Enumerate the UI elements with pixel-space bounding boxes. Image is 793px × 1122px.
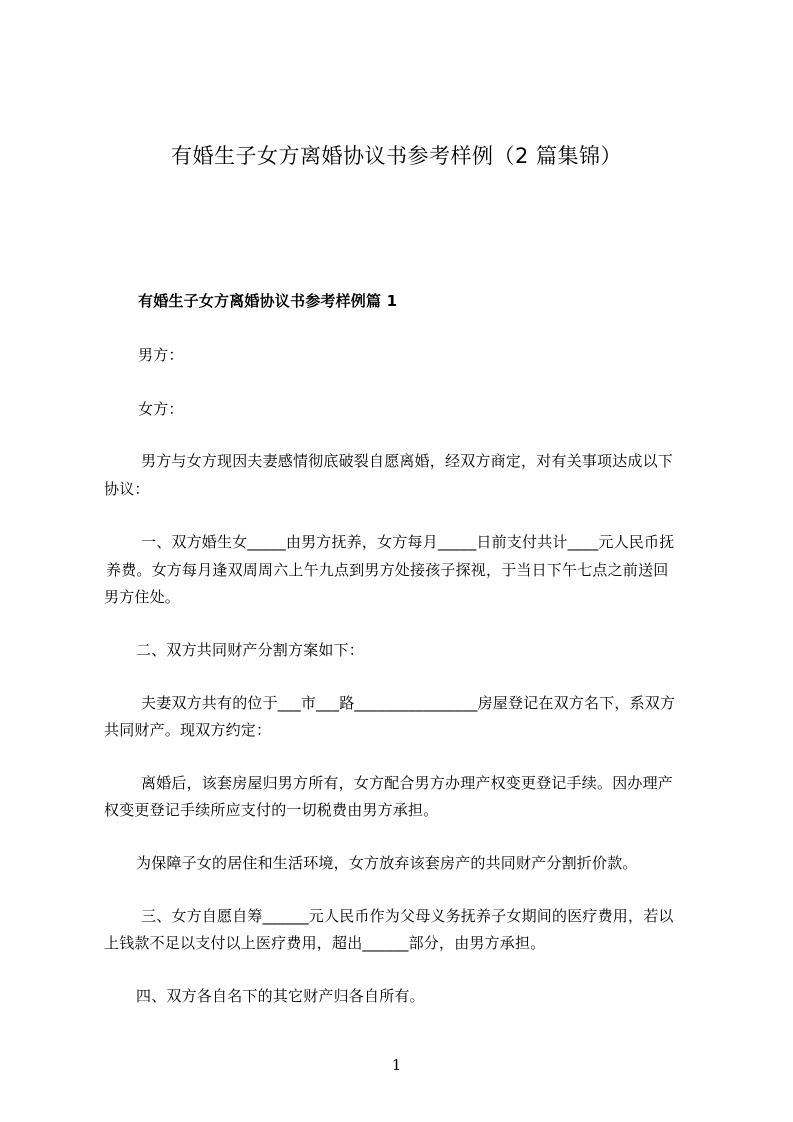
paragraph-line-clause3-1: 三、女方自愿自筹______元人民币作为父母义务抚养子女期间的医疗费用，若以 [141,907,674,925]
paragraph-line-property-1: 夫妻双方共有的位于___市___路________________房屋登记在双方名下，系双方 [141,694,676,712]
paragraph-line-clause1-3: 男方住处。 [104,588,181,606]
paragraph-line-house-2: 权变更登记手续所应支付的一切税费由男方承担。 [104,801,439,819]
paragraph-line-clause3-2: 上钱款不足以支付以上医疗费用，超出______部分，由男方承担。 [104,934,546,952]
paragraph-line-house-1: 离婚后，该套房屋归男方所有，女方配合男方办理产权变更登记手续。因办理产 [141,774,674,792]
paragraph-line-clause1-2: 养费。女方每月逢双周周六上午九点到男方处接孩子探视，于当日下午七点之前送回 [106,561,669,579]
paragraph-line-intro-2: 协议： [104,480,150,498]
paragraph-line-clause1-1: 一、双方婚生女_____由男方抚养，女方每月_____日前支付共计____元人民币抚 [141,533,675,551]
paragraph-line-clause4: 四、双方各自名下的其它财产归各自所有。 [136,987,425,1005]
page-number: 1 [391,1056,402,1074]
document-title: 有婚生子女方离婚协议书参考样例（2 篇集锦） [170,144,623,168]
section-heading: 有婚生子女方离婚协议书参考样例篇 1 [138,292,398,310]
paragraph-line-clause2-heading: 二、双方共同财产分割方案如下： [136,641,365,659]
paragraph-line-female-party: 女方： [138,400,184,418]
paragraph-line-property-2: 共同财产。现双方约定： [104,721,272,739]
paragraph-line-children-housing: 为保障子女的居住和生活环境，女方放弃该套房产的共同财产分割折价款。 [136,854,638,872]
paragraph-line-male-party: 男方： [138,346,184,364]
paragraph-line-intro-1: 男方与女方现因夫妻感情彻底破裂自愿离婚，经双方商定，对有关事项达成以下 [141,452,674,470]
